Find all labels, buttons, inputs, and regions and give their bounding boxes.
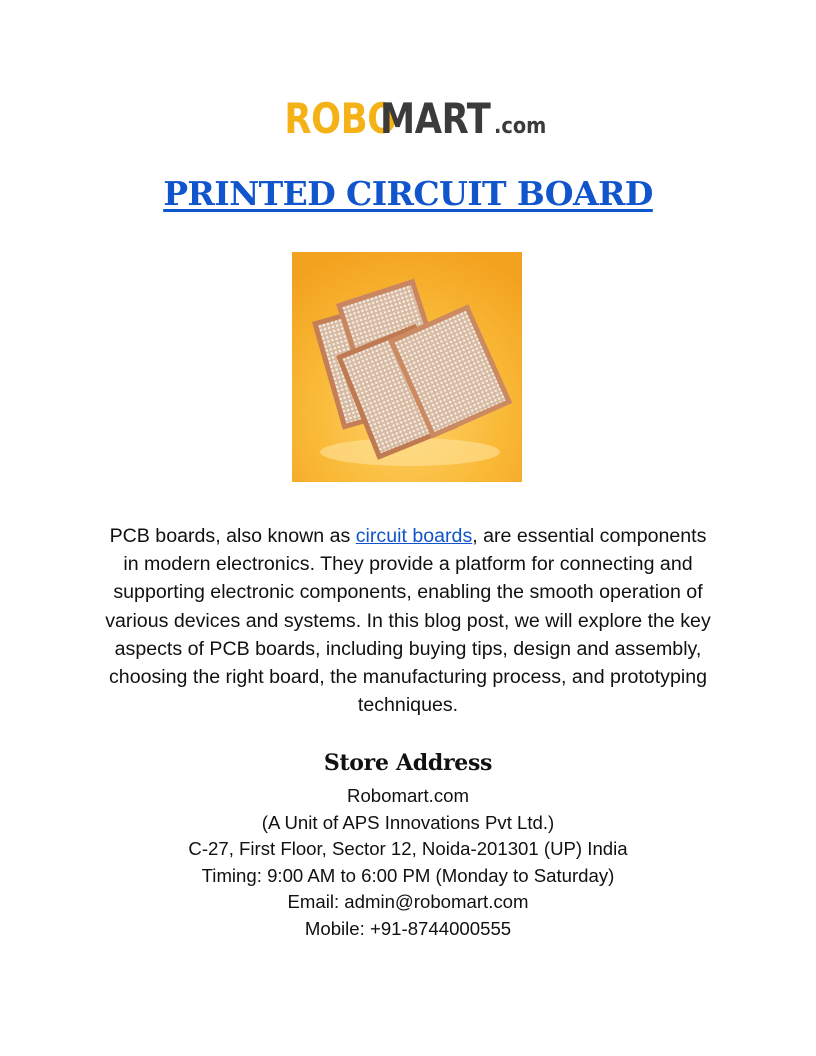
logo-mart-text: MART — [380, 94, 491, 143]
store-name: Robomart.com — [347, 785, 469, 806]
store-street-address: C-27, First Floor, Sector 12, Noida-201301 (UP) India — [188, 838, 628, 859]
store-timing: Timing: 9:00 AM to 6:00 PM (Monday to Saturday) — [201, 864, 615, 886]
pcb-product-image — [292, 252, 522, 482]
logo-dotcom-text: .com — [493, 114, 547, 139]
page-title — [0, 174, 816, 213]
intro-paragraph — [100, 522, 716, 719]
store-address-block — [0, 783, 816, 942]
intro-text-start: PCB boards, also known as — [109, 525, 356, 547]
circuit-boards-link[interactable]: circuit boards — [355, 525, 473, 547]
store-address-heading: Store Address — [323, 750, 493, 776]
store-mobile: Mobile: +91-8744000555 — [304, 917, 512, 939]
page-title-link[interactable]: PRINTED CIRCUIT BOARD — [163, 174, 653, 213]
robomart-logo — [0, 94, 816, 143]
store-company: (A Unit of APS Innovations Pvt Ltd.) — [261, 811, 555, 833]
store-email: Email: admin@robomart.com — [287, 891, 529, 912]
logo-robo-text: ROBO — [284, 94, 397, 143]
intro-text-rest: , are essential components in modern electronics. They provide a platform for connecting and supporting electronic components, enabling the smooth operation of various devices and systems. In this blog post, we will explore the key aspects of PCB boards, including buying tips, design and assembly, choosing the right board, the manufacturing process, and prototyping techniques. — [105, 525, 711, 717]
